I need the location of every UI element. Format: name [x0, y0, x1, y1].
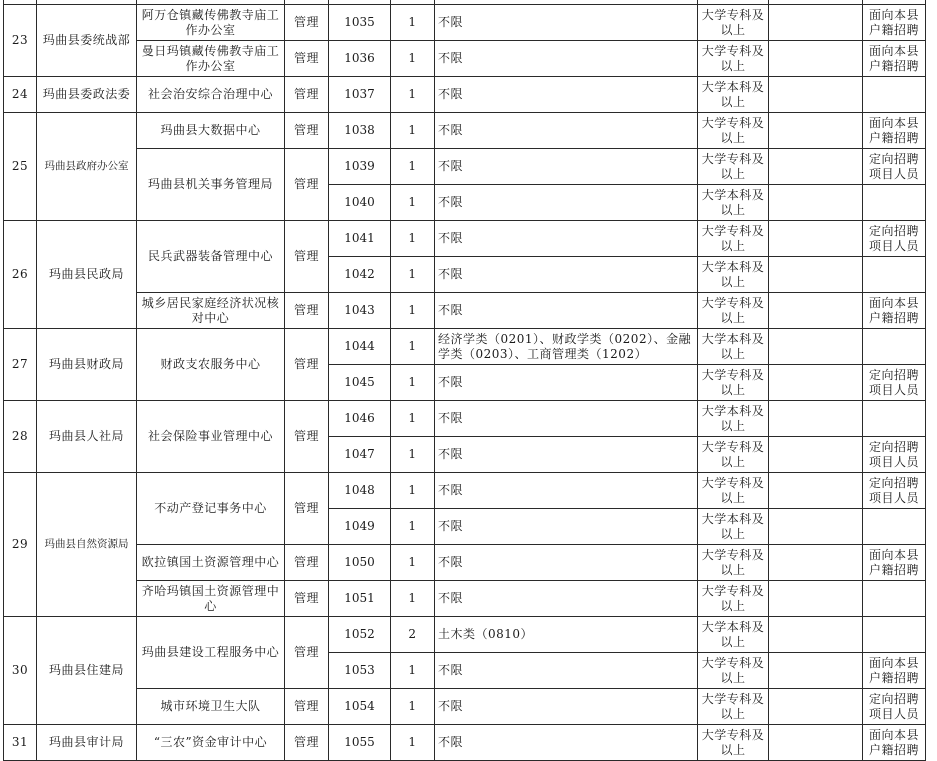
note-cell: 定向招聘项目人员	[863, 365, 926, 401]
code-cell: 1045	[329, 365, 391, 401]
edu-cell: 大学本科及以上	[698, 77, 769, 113]
unit-cell: 玛曲县建设工程服务中心	[137, 617, 285, 689]
type-cell: 管理	[285, 221, 329, 293]
table-row	[4, 221, 926, 257]
other-cell	[769, 41, 863, 77]
other-cell	[769, 221, 863, 257]
other-cell	[769, 365, 863, 401]
num-cell: 1	[391, 653, 435, 689]
num-cell: 1	[391, 725, 435, 761]
other-cell	[769, 509, 863, 545]
dept-cell: 玛曲县财政局	[37, 329, 137, 401]
seq-cell: 25	[4, 113, 37, 221]
seq-cell: 26	[4, 221, 37, 329]
edu-cell: 大学专科及以上	[698, 113, 769, 149]
unit-cell: 社会保险事业管理中心	[137, 401, 285, 473]
num-cell: 1	[391, 113, 435, 149]
major-cell: 不限	[435, 41, 698, 77]
note-cell: 面向本县户籍招聘	[863, 293, 926, 329]
note-cell: 定向招聘项目人员	[863, 437, 926, 473]
type-cell: 管理	[285, 329, 329, 401]
type-cell: 管理	[285, 77, 329, 113]
unit-cell: 阿万仓镇藏传佛教寺庙工作办公室	[137, 5, 285, 41]
major-cell: 不限	[435, 293, 698, 329]
major-cell: 不限	[435, 509, 698, 545]
other-cell	[769, 545, 863, 581]
major-cell: 土木类（0810）	[435, 617, 698, 653]
dept-cell: 玛曲县政府办公室	[37, 113, 137, 221]
table-row	[4, 293, 926, 329]
num-cell: 1	[391, 437, 435, 473]
unit-cell: 城市环境卫生大队	[137, 689, 285, 725]
unit-cell: 欧拉镇国土资源管理中心	[137, 545, 285, 581]
type-cell: 管理	[285, 473, 329, 545]
note-cell: 定向招聘项目人员	[863, 689, 926, 725]
major-cell: 不限	[435, 545, 698, 581]
num-cell: 1	[391, 329, 435, 365]
num-cell: 1	[391, 5, 435, 41]
num-cell: 1	[391, 689, 435, 725]
edu-cell: 大学专科及以上	[698, 41, 769, 77]
num-cell: 1	[391, 257, 435, 293]
code-cell: 1039	[329, 149, 391, 185]
table-row	[4, 689, 926, 725]
code-cell: 1037	[329, 77, 391, 113]
num-cell: 1	[391, 509, 435, 545]
table-row	[4, 329, 926, 365]
code-cell: 1053	[329, 653, 391, 689]
major-cell: 不限	[435, 725, 698, 761]
table-row	[4, 545, 926, 581]
note-cell: 定向招聘项目人员	[863, 221, 926, 257]
code-cell: 1049	[329, 509, 391, 545]
type-cell: 管理	[285, 401, 329, 473]
note-cell	[863, 329, 926, 365]
num-cell: 1	[391, 41, 435, 77]
code-cell: 1040	[329, 185, 391, 221]
other-cell	[769, 329, 863, 365]
major-cell: 不限	[435, 221, 698, 257]
other-cell	[769, 437, 863, 473]
type-cell: 管理	[285, 5, 329, 41]
table-row	[4, 401, 926, 437]
note-cell: 面向本县户籍招聘	[863, 725, 926, 761]
unit-cell: “三农”资金审计中心	[137, 725, 285, 761]
edu-cell: 大学本科及以上	[698, 329, 769, 365]
seq-cell: 27	[4, 329, 37, 401]
note-cell: 定向招聘项目人员	[863, 149, 926, 185]
table-row	[4, 5, 926, 41]
type-cell: 管理	[285, 617, 329, 689]
major-cell: 不限	[435, 581, 698, 617]
type-cell: 管理	[285, 293, 329, 329]
note-cell	[863, 509, 926, 545]
seq-cell: 31	[4, 725, 37, 761]
seq-cell: 23	[4, 5, 37, 77]
unit-cell: 民兵武器装备管理中心	[137, 221, 285, 293]
type-cell: 管理	[285, 113, 329, 149]
code-cell: 1050	[329, 545, 391, 581]
seq-cell: 29	[4, 473, 37, 617]
dept-cell: 玛曲县审计局	[37, 725, 137, 761]
dept-cell: 玛曲县人社局	[37, 401, 137, 473]
edu-cell: 大学专科及以上	[698, 653, 769, 689]
major-cell: 不限	[435, 5, 698, 41]
edu-cell: 大学本科及以上	[698, 509, 769, 545]
unit-cell: 财政支农服务中心	[137, 329, 285, 401]
note-cell: 面向本县户籍招聘	[863, 5, 926, 41]
table-row	[4, 725, 926, 761]
num-cell: 1	[391, 221, 435, 257]
note-cell: 面向本县户籍招聘	[863, 653, 926, 689]
unit-cell: 不动产登记事务中心	[137, 473, 285, 545]
dept-cell: 玛曲县民政局	[37, 221, 137, 329]
type-cell: 管理	[285, 725, 329, 761]
code-cell: 1038	[329, 113, 391, 149]
code-cell: 1046	[329, 401, 391, 437]
major-cell: 不限	[435, 437, 698, 473]
major-cell: 不限	[435, 185, 698, 221]
other-cell	[769, 473, 863, 509]
note-cell	[863, 401, 926, 437]
num-cell: 1	[391, 473, 435, 509]
edu-cell: 大学专科及以上	[698, 581, 769, 617]
unit-cell: 玛曲县机关事务管理局	[137, 149, 285, 221]
major-cell: 不限	[435, 257, 698, 293]
code-cell: 1054	[329, 689, 391, 725]
edu-cell: 大学本科及以上	[698, 257, 769, 293]
edu-cell: 大学本科及以上	[698, 617, 769, 653]
note-cell	[863, 617, 926, 653]
other-cell	[769, 617, 863, 653]
seq-cell: 28	[4, 401, 37, 473]
dept-cell: 玛曲县委政法委	[37, 77, 137, 113]
code-cell: 1055	[329, 725, 391, 761]
num-cell: 1	[391, 185, 435, 221]
edu-cell: 大学专科及以上	[698, 437, 769, 473]
major-cell: 不限	[435, 689, 698, 725]
num-cell: 1	[391, 365, 435, 401]
unit-cell: 玛曲县大数据中心	[137, 113, 285, 149]
edu-cell: 大学专科及以上	[698, 545, 769, 581]
num-cell: 1	[391, 401, 435, 437]
note-cell	[863, 581, 926, 617]
major-cell: 不限	[435, 473, 698, 509]
table-row	[4, 617, 926, 653]
other-cell	[769, 257, 863, 293]
major-cell: 不限	[435, 653, 698, 689]
num-cell: 1	[391, 77, 435, 113]
edu-cell: 大学本科及以上	[698, 185, 769, 221]
type-cell: 管理	[285, 581, 329, 617]
code-cell: 1051	[329, 581, 391, 617]
seq-cell: 30	[4, 617, 37, 725]
code-cell: 1036	[329, 41, 391, 77]
edu-cell: 大学专科及以上	[698, 365, 769, 401]
note-cell: 定向招聘项目人员	[863, 473, 926, 509]
major-cell: 不限	[435, 113, 698, 149]
other-cell	[769, 185, 863, 221]
dept-cell: 玛曲县自然资源局	[37, 473, 137, 617]
major-cell: 不限	[435, 149, 698, 185]
code-cell: 1044	[329, 329, 391, 365]
type-cell: 管理	[285, 545, 329, 581]
edu-cell: 大学专科及以上	[698, 689, 769, 725]
unit-cell: 曼日玛镇藏传佛教寺庙工作办公室	[137, 41, 285, 77]
edu-cell: 大学专科及以上	[698, 221, 769, 257]
other-cell	[769, 149, 863, 185]
code-cell: 1048	[329, 473, 391, 509]
note-cell	[863, 257, 926, 293]
note-cell	[863, 185, 926, 221]
unit-cell: 齐哈玛镇国土资源管理中心	[137, 581, 285, 617]
table-row	[4, 41, 926, 77]
num-cell: 1	[391, 545, 435, 581]
code-cell: 1035	[329, 5, 391, 41]
other-cell	[769, 5, 863, 41]
note-cell	[863, 77, 926, 113]
other-cell	[769, 77, 863, 113]
edu-cell: 大学专科及以上	[698, 149, 769, 185]
num-cell: 1	[391, 293, 435, 329]
note-cell: 面向本县户籍招聘	[863, 545, 926, 581]
table-row	[4, 113, 926, 149]
seq-cell: 24	[4, 77, 37, 113]
code-cell: 1052	[329, 617, 391, 653]
table-row	[4, 581, 926, 617]
note-cell: 面向本县户籍招聘	[863, 41, 926, 77]
edu-cell: 大学专科及以上	[698, 725, 769, 761]
edu-cell: 大学专科及以上	[698, 293, 769, 329]
other-cell	[769, 401, 863, 437]
other-cell	[769, 581, 863, 617]
type-cell: 管理	[285, 689, 329, 725]
table-row	[4, 77, 926, 113]
major-cell: 不限	[435, 401, 698, 437]
code-cell: 1041	[329, 221, 391, 257]
code-cell: 1043	[329, 293, 391, 329]
recruitment-table	[3, 0, 926, 761]
unit-cell: 社会治安综合治理中心	[137, 77, 285, 113]
num-cell: 1	[391, 149, 435, 185]
edu-cell: 大学本科及以上	[698, 401, 769, 437]
code-cell: 1047	[329, 437, 391, 473]
unit-cell: 城乡居民家庭经济状况核对中心	[137, 293, 285, 329]
type-cell: 管理	[285, 149, 329, 221]
num-cell: 1	[391, 581, 435, 617]
edu-cell: 大学专科及以上	[698, 5, 769, 41]
edu-cell: 大学专科及以上	[698, 473, 769, 509]
major-cell: 不限	[435, 77, 698, 113]
other-cell	[769, 689, 863, 725]
major-cell: 不限	[435, 365, 698, 401]
dept-cell: 玛曲县住建局	[37, 617, 137, 725]
other-cell	[769, 293, 863, 329]
other-cell	[769, 113, 863, 149]
major-cell: 经济学类（0201）、财政学类（0202）、金融学类（0203）、工商管理类（1202）	[435, 329, 698, 365]
type-cell: 管理	[285, 41, 329, 77]
code-cell: 1042	[329, 257, 391, 293]
dept-cell: 玛曲县委统战部	[37, 5, 137, 77]
table-row	[4, 473, 926, 509]
num-cell: 2	[391, 617, 435, 653]
table-row	[4, 149, 926, 185]
note-cell: 面向本县户籍招聘	[863, 113, 926, 149]
other-cell	[769, 653, 863, 689]
other-cell	[769, 725, 863, 761]
